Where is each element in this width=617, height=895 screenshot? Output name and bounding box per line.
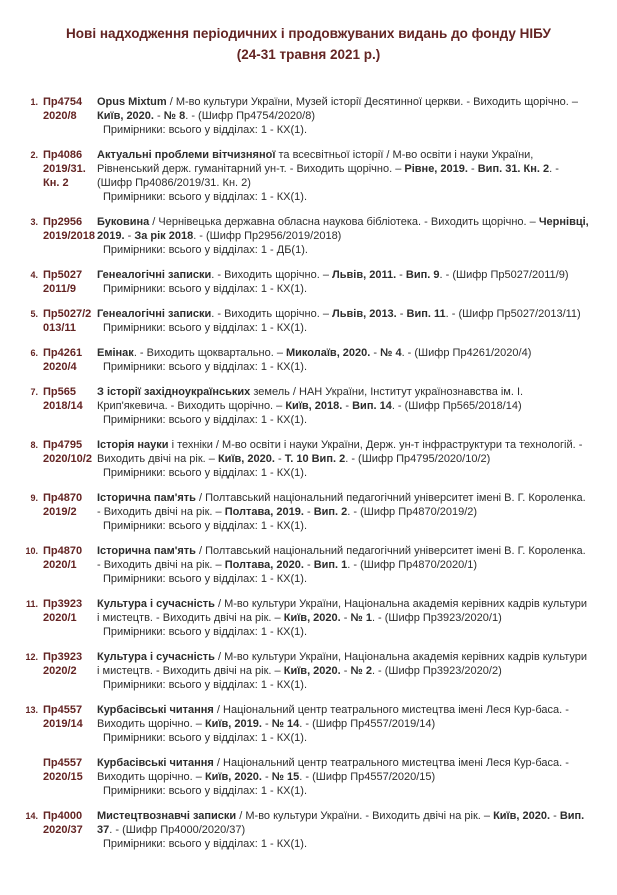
call-number-line: 2020/1 <box>43 559 77 571</box>
call-number-line: 2019/14 <box>43 718 83 730</box>
entry-copies: Примірники: всього у відділах: 1 - КХ(1). <box>103 573 308 585</box>
citation-segment: - <box>261 718 272 730</box>
citation-segment: Культура і сучасність <box>97 598 215 610</box>
entry-copies: Примірники: всього у відділах: 1 - КХ(1). <box>103 361 308 373</box>
citation-segment: / М-во культури України. - Виходить двічі на рік. – <box>236 810 494 822</box>
citation-segment: Рівне, 2019. <box>404 163 468 175</box>
citation-segment: . - (Шифр Пр4086/2019/31. Кн. 2) <box>97 163 559 189</box>
entry-row <box>0 346 617 374</box>
citation-segment: Мистецтвознавчі записки <box>97 810 237 822</box>
citation-segment: - <box>340 665 351 677</box>
entry-copies: Примірники: всього у відділах: 1 - КХ(1). <box>103 124 308 136</box>
entry-row <box>0 268 617 296</box>
call-number-line: 2020/1 <box>43 612 77 624</box>
entry-call-number <box>38 491 97 533</box>
citation-segment: . - (Шифр Пр3923/2020/1) <box>371 612 502 624</box>
citation-segment: / М-во культури України, Музей історії Десятинної церкви. - Виходить щорічно. – <box>166 96 579 108</box>
entry-description <box>97 650 592 692</box>
entry-row <box>0 650 617 692</box>
citation-segment: Полтава, 2020. <box>224 559 304 571</box>
citation-segment: - <box>340 612 351 624</box>
entry-call-number <box>38 809 97 851</box>
citation-segment: . - (Шифр Пр2956/2019/2018) <box>193 230 342 242</box>
entry-citation <box>97 215 592 243</box>
citation-segment: Київ, 2018. <box>285 400 343 412</box>
call-number-line: Пр4557 <box>43 704 83 716</box>
entry-row <box>0 703 617 745</box>
citation-segment: - <box>342 400 353 412</box>
entry-description <box>97 756 592 798</box>
document-title-line2: (24-31 травня 2021 р.) <box>236 47 381 62</box>
entry-description <box>97 148 592 204</box>
citation-segment: - <box>396 269 406 281</box>
citation-segment: - <box>303 506 314 518</box>
citation-segment: № 14 <box>271 718 300 730</box>
citation-segment: Генеалогічні записки <box>97 308 212 320</box>
entry-citation <box>97 307 592 321</box>
citation-segment: Генеалогічні записки <box>97 269 212 281</box>
entry-row <box>0 597 617 639</box>
entry-citation <box>97 491 592 519</box>
citation-segment: - <box>370 347 381 359</box>
entry-call-number <box>38 756 97 798</box>
citation-segment: . - (Шифр Пр4870/2020/1) <box>347 559 478 571</box>
citation-segment: / Національний центр театрального мистецтва імені Леся Кур-баса. - Виходить щорічно. – <box>97 704 569 730</box>
call-number-line: Пр3923 <box>43 651 83 663</box>
document-title <box>0 23 617 65</box>
citation-segment: Історична пам'ять <box>97 492 196 504</box>
citation-segment: З історії західноукраїнських <box>97 386 251 398</box>
call-number-line: Пр4754 <box>43 96 83 108</box>
entry-call-number <box>38 650 97 692</box>
entry-number: 1. <box>30 97 38 107</box>
citation-segment: . - (Шифр Пр4557/2019/14) <box>299 718 436 730</box>
citation-segment: - <box>261 771 272 783</box>
citation-segment: Вип. 11 <box>406 308 446 320</box>
entry-copies: Примірники: всього у відділах: 1 - ДБ(1). <box>103 244 308 256</box>
call-number-line: 2011/9 <box>43 283 77 295</box>
citation-segment: Київ, 2020. <box>204 771 262 783</box>
citation-segment: Історія науки <box>97 439 169 451</box>
call-number-line: 2020/4 <box>43 361 77 373</box>
entry-citation <box>97 756 592 784</box>
entry-number: 5. <box>30 309 38 319</box>
entry-number: 13. <box>25 705 38 715</box>
entry-description <box>97 491 592 533</box>
entry-citation <box>97 268 592 282</box>
entry-description <box>97 346 592 374</box>
citation-segment: № 1 <box>350 612 372 624</box>
citation-segment: / Полтавський національний педагогічний університет імені В. Г. Короленка. - Виходить двічі на рік. – <box>97 545 586 571</box>
citation-segment: За рік 2018 <box>134 230 194 242</box>
call-number-line: Пр3923 <box>43 598 83 610</box>
citation-segment: Київ, 2020. <box>493 810 551 822</box>
citation-segment: . - (Шифр Пр4754/2020/8) <box>185 110 316 122</box>
citation-segment: . - Виходить щоквартально. – <box>133 347 286 359</box>
citation-segment: та всесвітньої історії / М-во освіти і науки України, Рівненський держ. гуманітарний ун-т. - Виходить щорічно. – <box>97 149 534 175</box>
call-number-line: 2020/10/2 <box>43 453 92 465</box>
citation-segment: / Полтавський національний педагогічний університет імені В. Г. Короленка. - Виходить двічі на рік. – <box>97 492 586 518</box>
entry-citation <box>97 544 592 572</box>
entry-description <box>97 307 592 335</box>
entry-copies: Примірники: всього у відділах: 1 - КХ(1). <box>103 785 308 797</box>
entry-copies: Примірники: всього у відділах: 1 - КХ(1). <box>103 838 308 850</box>
citation-segment: земель / НАН України, Інститут українознавства ім. І. Крип'якевича. - Виходить щорічно. – <box>97 386 524 412</box>
citation-segment: Вип. 37 <box>97 810 585 836</box>
call-number-line: Кн. 2 <box>43 177 69 189</box>
call-number-line: Пр4000 <box>43 810 83 822</box>
entry-number: 6. <box>30 348 38 358</box>
entry-row <box>0 544 617 586</box>
citation-segment: - <box>303 559 314 571</box>
entries-list <box>0 95 617 851</box>
citation-segment: Актуальні проблеми вітчизняної <box>97 149 276 161</box>
citation-segment: Миколаїв, 2020. <box>286 347 371 359</box>
call-number-line: 2019/2018 <box>43 230 95 242</box>
citation-segment: Київ, 2019. <box>204 718 262 730</box>
entry-number: 12. <box>25 652 38 662</box>
entry-citation <box>97 148 592 190</box>
entry-description <box>97 703 592 745</box>
entry-call-number <box>38 268 97 296</box>
citation-segment: № 4 <box>380 347 402 359</box>
entry-description <box>97 597 592 639</box>
entry-number: 11. <box>25 599 38 609</box>
citation-segment: . - (Шифр Пр4000/2020/37) <box>109 824 246 836</box>
entry-call-number <box>38 703 97 745</box>
entry-call-number <box>38 385 97 427</box>
entry-citation <box>97 650 592 678</box>
citation-segment: Київ, 2020. <box>283 665 341 677</box>
call-number-line: Пр4870 <box>43 492 83 504</box>
citation-segment: № 8 <box>163 110 186 122</box>
call-number-line: 013/11 <box>43 322 77 334</box>
call-number-line: Пр5027/2 <box>43 308 92 320</box>
citation-segment: Київ, 2020. <box>217 453 275 465</box>
citation-segment: Вип. 14 <box>352 400 392 412</box>
entry-number: 4. <box>30 270 38 280</box>
entry-call-number <box>38 148 97 204</box>
citation-segment: / Національний центр театрального мистецтва імені Леся Кур-баса. - Виходить щорічно. – <box>97 757 569 783</box>
entry-number: 7. <box>30 387 38 397</box>
entry-call-number <box>38 95 97 137</box>
call-number-line: Пр4870 <box>43 545 83 557</box>
citation-segment: - <box>124 230 135 242</box>
citation-segment: - <box>274 453 285 465</box>
citation-segment: . - (Шифр Пр5027/2011/9) <box>439 269 569 281</box>
call-number-line: Пр565 <box>43 386 76 398</box>
citation-segment: Вип. 2 <box>313 506 348 518</box>
entry-row <box>0 215 617 257</box>
entry-description <box>97 95 592 137</box>
entry-call-number <box>38 307 97 335</box>
entry-number: 8. <box>30 440 38 450</box>
entry-description <box>97 215 592 257</box>
citation-segment: . - (Шифр Пр4261/2020/4) <box>401 347 532 359</box>
citation-segment: . - (Шифр Пр565/2018/14) <box>391 400 522 412</box>
entry-citation <box>97 438 592 466</box>
entry-row <box>0 756 617 798</box>
entry-row <box>0 95 617 137</box>
citation-segment: Емінак <box>97 347 134 359</box>
citation-segment: Курбасівські читання <box>97 704 214 716</box>
citation-segment: / М-во культури України, Національна академія керівних кадрів культури і мистецтв. - Виходить двічі на рік. – <box>97 651 588 677</box>
citation-segment: Курбасівські читання <box>97 757 214 769</box>
entry-number: 3. <box>30 217 38 227</box>
entry-citation <box>97 346 592 360</box>
call-number-line: Пр4557 <box>43 757 83 769</box>
entry-row <box>0 385 617 427</box>
entry-row <box>0 809 617 851</box>
citation-segment: . - Виходить щорічно. – <box>211 269 333 281</box>
entry-number: 9. <box>30 493 38 503</box>
citation-segment: Львів, 2013. <box>332 308 397 320</box>
citation-segment: Opus Mixtum <box>97 96 167 108</box>
citation-segment: Полтава, 2019. <box>224 506 304 518</box>
citation-segment: / М-во культури України, Національна академія керівних кадрів культури і мистецтв. - Виходить двічі на рік. – <box>97 598 588 624</box>
entry-row <box>0 491 617 533</box>
call-number-line: 2018/14 <box>43 400 83 412</box>
call-number-line: 2020/37 <box>43 824 83 836</box>
entry-copies: Примірники: всього у відділах: 1 - КХ(1). <box>103 467 308 479</box>
entry-citation <box>97 385 592 413</box>
entry-row <box>0 148 617 204</box>
entry-call-number <box>38 597 97 639</box>
call-number-line: Пр5027 <box>43 269 83 281</box>
entry-description <box>97 385 592 427</box>
citation-segment: Вип. 31. Кн. 2 <box>477 163 550 175</box>
citation-segment: Львів, 2011. <box>332 269 397 281</box>
citation-segment: . - (Шифр Пр4795/2020/10/2) <box>345 453 491 465</box>
entry-number <box>0 756 38 798</box>
call-number-line: 2019/2 <box>43 506 77 518</box>
entry-copies: Примірники: всього у відділах: 1 - КХ(1). <box>103 520 308 532</box>
entry-copies: Примірники: всього у відділах: 1 - КХ(1). <box>103 322 308 334</box>
citation-segment: Чернівці, 2019. <box>97 216 589 242</box>
call-number-line: 2020/15 <box>43 771 83 783</box>
citation-segment: Історична пам'ять <box>97 545 196 557</box>
citation-segment: Т. 10 Вип. 2 <box>284 453 346 465</box>
document-title-line1: Нові надходження періодичних і продовжуваних видань до фонду НІБУ <box>66 26 551 41</box>
citation-segment: - <box>153 110 164 122</box>
citation-segment: - <box>550 810 560 822</box>
entry-number: 10. <box>25 546 38 556</box>
entry-description <box>97 268 592 296</box>
entry-copies: Примірники: всього у відділах: 1 - КХ(1). <box>103 626 308 638</box>
citation-segment: Вип. 9 <box>405 269 440 281</box>
call-number-line: Пр2956 <box>43 216 83 228</box>
citation-segment: . - Виходить щорічно. – <box>211 308 333 320</box>
citation-segment: № 2 <box>350 665 372 677</box>
entry-call-number <box>38 544 97 586</box>
call-number-line: 2019/31. <box>43 163 86 175</box>
call-number-line: Пр4261 <box>43 347 83 359</box>
call-number-line: 2020/2 <box>43 665 77 677</box>
entry-copies: Примірники: всього у відділах: 1 - КХ(1). <box>103 191 308 203</box>
entry-copies: Примірники: всього у відділах: 1 - КХ(1). <box>103 283 308 295</box>
citation-segment: - <box>396 308 407 320</box>
citation-segment: Київ, 2020. <box>283 612 341 624</box>
citation-segment: . - (Шифр Пр4557/2020/15) <box>299 771 436 783</box>
entry-row <box>0 438 617 480</box>
citation-segment: і техніки / М-во освіти і науки України, Держ. ун-т інфраструктури та технологій. - Виходить двічі на рік. – <box>97 439 583 465</box>
citation-segment: Київ, 2020. <box>97 110 154 122</box>
citation-segment: - <box>467 163 478 175</box>
citation-segment: . - (Шифр Пр3923/2020/2) <box>371 665 502 677</box>
entry-call-number <box>38 346 97 374</box>
entry-description <box>97 438 592 480</box>
entry-number: 14. <box>25 811 38 821</box>
entry-call-number <box>38 215 97 257</box>
entry-row <box>0 307 617 335</box>
entry-copies: Примірники: всього у відділах: 1 - КХ(1). <box>103 414 308 426</box>
citation-segment: Вип. 1 <box>313 559 348 571</box>
citation-segment: № 15 <box>271 771 300 783</box>
entry-number: 2. <box>30 150 38 160</box>
call-number-line: 2020/8 <box>43 110 77 122</box>
citation-segment: Буковина <box>97 216 150 228</box>
call-number-line: Пр4086 <box>43 149 83 161</box>
entry-citation <box>97 95 592 123</box>
call-number-line: Пр4795 <box>43 439 83 451</box>
entry-citation <box>97 597 592 625</box>
citation-segment: Культура і сучасність <box>97 651 215 663</box>
citation-segment: . - (Шифр Пр5027/2013/11) <box>445 308 581 320</box>
entry-copies: Примірники: всього у відділах: 1 - КХ(1). <box>103 679 308 691</box>
entry-citation <box>97 703 592 731</box>
entry-copies: Примірники: всього у відділах: 1 - КХ(1). <box>103 732 308 744</box>
entry-description <box>97 544 592 586</box>
entry-call-number <box>38 438 97 480</box>
entry-citation <box>97 809 592 837</box>
entry-description <box>97 809 592 851</box>
citation-segment: . - (Шифр Пр4870/2019/2) <box>347 506 478 518</box>
citation-segment: / Чернівецька державна обласна наукова бібліотека. - Виходить щорічно. – <box>149 216 539 228</box>
